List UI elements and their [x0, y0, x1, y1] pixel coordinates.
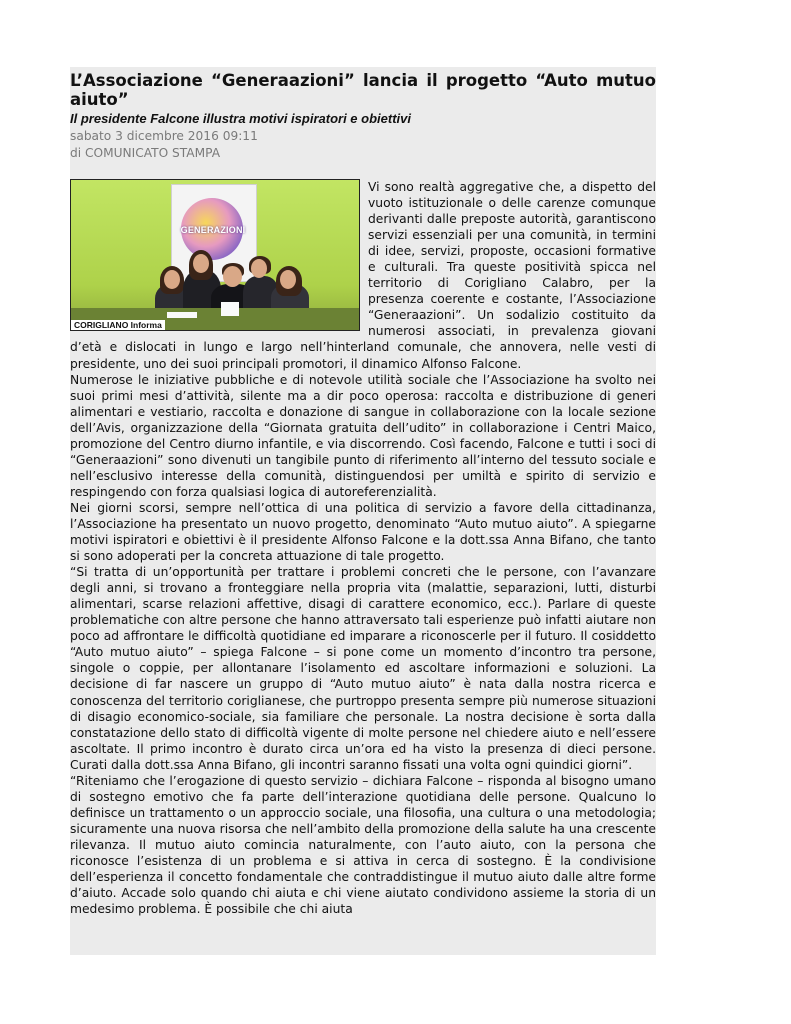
paragraph-1: Vi sono realtà aggregative che, a dispetto del vuoto istituzionale o delle carenze comunque derivanti dalle preposte autorità, garantiscono servizi essenziali per una comunità, in termini di idee, servizi, proposte, occasioni formative e culturali. Tra queste positività spicca nel territorio di Corigliano Calabro, per la presenza coerente e costante, l’Associazione “Generaazioni”. Un sodalizio costituito da numerosi associati, in prevalenza giovani d’età e dislocati in lungo e largo nell’hinterland comunale, che annovera, nelle vesti di presidente, uno dei suoi principali promotori, il dinamico Alfonso Falcone. [70, 180, 656, 371]
person-4-head [251, 259, 267, 278]
person-2-head [193, 254, 209, 273]
article-body [70, 179, 656, 917]
article-date: sabato 3 dicembre 2016 09:11 [70, 129, 258, 143]
photo-caption: CORIGLIANO Informa [71, 320, 165, 330]
article [70, 67, 656, 955]
paragraph-4: “Si tratta di un’opportunità per trattare i problemi concreti che le persone, con l’avanzare degli anni, si trovano a fronteggiare nella propria vita (malattie, separazioni, lutti, disturbi alimentari, scarse relazioni affettive, disagi di carattere economico, ecc.). Parlare di queste problematiche con altre persone che hanno attraversato tali esperienze può infatti aiutare non poco ad affrontare le difficoltà quotidiane ed imparare a riconoscerle per il futuro. Il cosiddetto “Auto mutuo aiuto” – spiega Falcone – si pone come un momento d’incontro tra persone, singole o coppie, per allontanare l’isolamento ed ascoltare informazioni e soluzioni. La decisione di far nascere un gruppo di “Auto mutuo aiuto” è nata dalla nostra ricerca e conoscenza del territorio coriglianese, che purtroppo presenta sempre più numerose situazioni di disagio economico-sociale, sia familiare che personale. La nostra decisione è sorta dalla constatazione dello stato di difficoltà vigente di molte persone nel chiedere aiuto e nell’essere ascoltate. Il primo incontro è durato circa un’ora ed ha visto la presenza di dieci persone. Curati dalla dott.ssa Anna Bifano, gli incontri saranno fissati una volta ogni quindici giorni”. [70, 565, 656, 772]
paragraph-3: Nei giorni scorsi, sempre nell’ottica di una politica di servizio a favore della cittadinanza, l’Associazione ha presentato un nuovo progetto, denominato “Auto mutuo aiuto”. A spiegarne motivi ispiratori e obiettivi è il presidente Alfonso Falcone e la dott.ssa Anna Bifano, che tanto si sono adoperati per la concreta attuazione di tale progetto. [70, 500, 656, 564]
article-author: di COMUNICATO STAMPA [70, 146, 221, 160]
person-1-head [164, 270, 180, 289]
paragraph-5: “Riteniamo che l’erogazione di questo servizio – dichiara Falcone – risponda al bisogno umano di sostegno emotivo che fa parte dell’interazione quotidiana delle persone. Qualcuno lo definisce un trattamento o un approccio sociale, una filosofia, una cultura o una metodologia; sicuramente una nuova risorsa che nell’ambito della promozione della salute ha una crescente rilevanza. Il mutuo aiuto comincia naturalmente, con l’auto aiuto, con la persona che riconosce l’esistenza di un problema e si attiva in cerca di sostegno. È la condivisione dell’esperienza il concetto fondamentale che contraddistingue il mutuo aiuto dalle altre forme d’aiuto. Accade solo quando chi aiuta e chi viene aiutato condividono assieme la storia di un medesimo problema. È possibile che chi aiuta [70, 773, 656, 917]
article-photo [70, 179, 360, 331]
article-title: L’Associazione “Generaazioni” lancia il progetto “Auto mutuo aiuto” [70, 71, 656, 109]
paragraph-2: Numerose le iniziative pubbliche e di notevole utilità sociale che l’Associazione ha svolto nei suoi primi mesi d’attività, silente ma a dir poco operosa: raccolta e distribuzione di generi alimentari e vestiario, raccolta e donazione di sangue in collaborazione con la locale sezione dell’Avis, organizzazione della “Giornata gratuita dell’udito” in collaborazione i Centri Maico, promozione del Centro diurno infantile, e via discorrendo. Così facendo, Falcone e tutti i soci di “Generaazioni” sono divenuti un tangibile punto di riferimento all’interno del tessuto sociale e nell’esclusivo interesse della comunità, distinguendosi per umiltà e spirito di servizio e respingendo con forza qualsiasi logica di autoreferenzialità. [70, 372, 656, 499]
nameplate [167, 312, 197, 318]
association-logo-text: GENERAZIONI [180, 225, 246, 235]
paper-sheet [221, 302, 239, 316]
person-5-head [280, 270, 296, 289]
person-3-head [223, 266, 242, 287]
article-subtitle: Il presidente Falcone illustra motivi ispiratori e obiettivi [70, 111, 411, 126]
